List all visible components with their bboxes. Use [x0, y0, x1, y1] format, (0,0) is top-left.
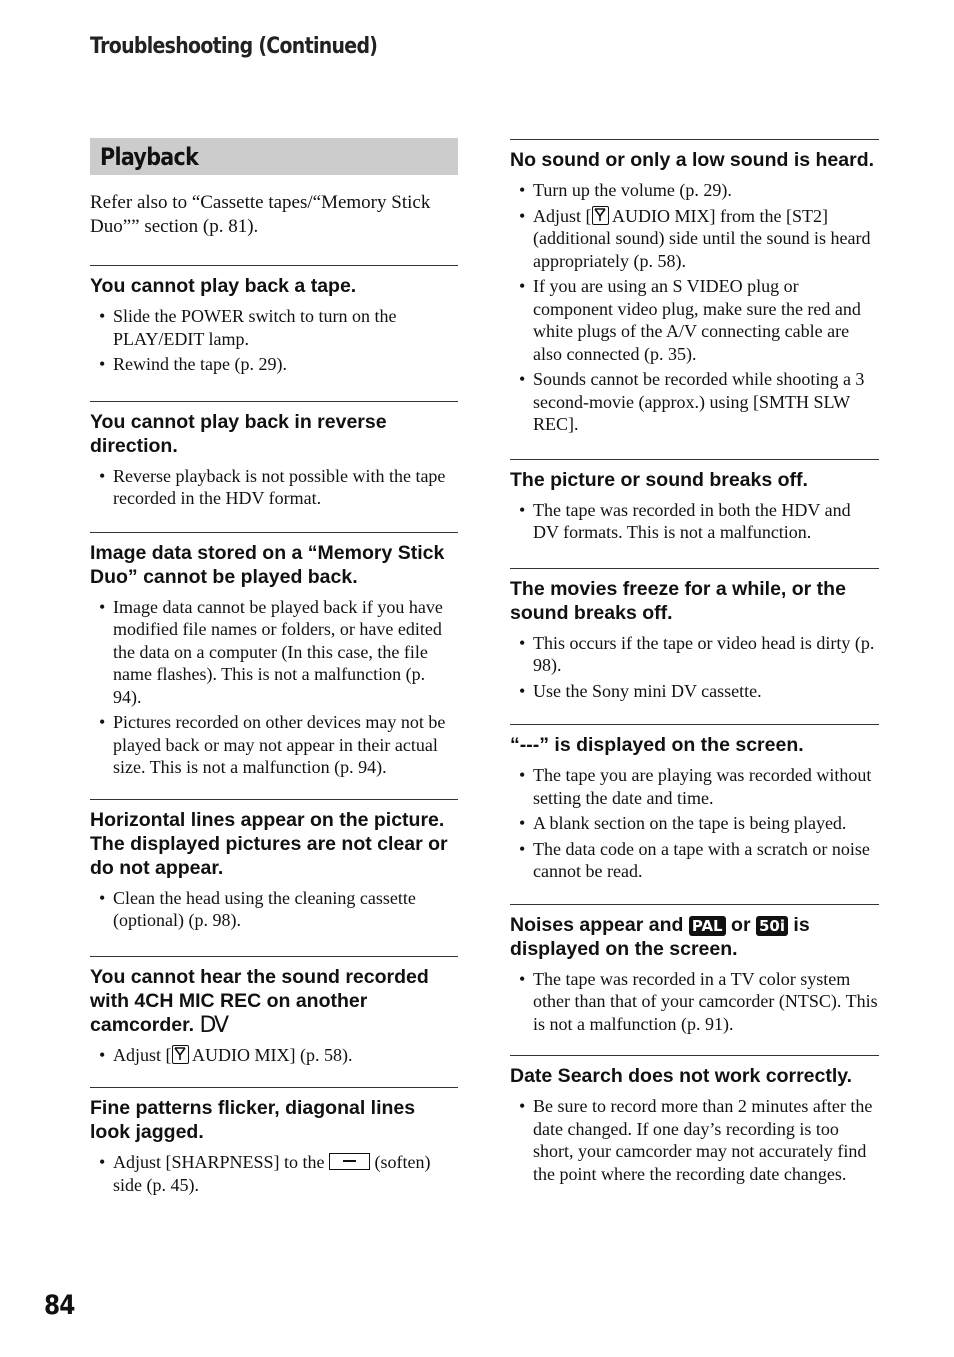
page-number: 84	[44, 1290, 75, 1321]
pal-badge: PAL	[689, 916, 726, 936]
list-item: • Image data cannot be played back if you have modified file names or folders, or have edited the data on a computer (In this case, the file name flashes). This is not a malfunction (p. 94).	[90, 596, 458, 709]
issue-bullets	[510, 968, 879, 1036]
list-item: • Turn up the volume (p. 29).	[510, 179, 879, 202]
issue-block	[510, 1055, 879, 1185]
issue-bullets	[510, 499, 879, 544]
issue-block	[90, 265, 458, 376]
issue-bullets	[510, 764, 879, 883]
list-item: • The tape you are playing was recorded without setting the date and time.	[510, 764, 879, 809]
issue-heading: No sound or only a low sound is heard.	[510, 149, 875, 171]
issue-block	[510, 139, 879, 436]
list-item: • Use the Sony mini DV cassette.	[510, 680, 879, 703]
issue-block	[90, 532, 458, 779]
list-item	[90, 1151, 458, 1196]
issue-heading-text: You cannot hear the sound recorded with 4CH MIC REC on another camcorder.	[90, 965, 429, 1036]
issue-bullets	[510, 1095, 879, 1185]
issue-bullets	[510, 179, 879, 436]
issue-block	[90, 1087, 458, 1196]
issue-bullets	[90, 596, 458, 779]
bullet-text-suffix: AUDIO MIX] from the [ST2] (additional sound) side until the sound is heard appropriately (p. 58).	[533, 205, 871, 271]
soften-icon	[329, 1153, 370, 1170]
audio-mix-icon	[592, 206, 609, 225]
bullet-text-prefix: Adjust [	[533, 205, 592, 226]
50i-badge: 50i	[756, 916, 788, 936]
list-item: • The data code on a tape with a scratch or noise cannot be read.	[510, 838, 879, 883]
heading-text-prefix: Noises appear and	[510, 913, 689, 936]
issue-heading: The picture or sound breaks off.	[510, 468, 808, 491]
audio-mix-icon	[172, 1045, 189, 1064]
issue-block	[90, 956, 458, 1067]
list-item	[510, 205, 879, 273]
issue-bullets	[90, 305, 458, 376]
list-item: • Sounds cannot be recorded while shooting a 3 second-movie (approx.) using [SMTH SLW REC].	[510, 368, 879, 436]
issue-heading: Date Search does not work correctly.	[510, 1065, 853, 1087]
issue-block	[510, 724, 879, 883]
running-head: Troubleshooting (Continued)	[90, 34, 378, 59]
issue-block	[510, 459, 879, 544]
issue-bullets	[90, 1044, 458, 1067]
section-header	[90, 138, 458, 175]
issue-block	[90, 401, 458, 510]
issue-bullets	[90, 887, 458, 932]
heading-text-mid: or	[725, 913, 756, 936]
issue-heading	[510, 913, 879, 961]
right-column	[510, 139, 879, 1188]
list-item: • The tape was recorded in both the HDV and DV formats. This is not a malfunction.	[510, 499, 879, 544]
bullet-text-suffix: AUDIO MIX] (p. 58).	[188, 1044, 353, 1065]
issue-heading: Horizontal lines appear on the picture. The displayed pictures are not clear or do not appear.	[90, 808, 448, 879]
issue-block	[510, 904, 879, 1036]
list-item: • Slide the POWER switch to turn on the PLAY/EDIT lamp.	[90, 305, 458, 350]
list-item: • A blank section on the tape is being played.	[510, 812, 879, 835]
list-item: • Be sure to record more than 2 minutes after the date changed. If one day’s recording is too short, your camcorder may not accurately find the point where the recording date changes.	[510, 1095, 879, 1185]
issue-heading: Image data stored on a “Memory Stick Duo” cannot be played back.	[90, 541, 445, 588]
bullet-text-suffix: (soften) side (p. 45).	[113, 1152, 431, 1195]
bullet-text-prefix: Adjust [	[113, 1044, 172, 1065]
issue-bullets	[90, 465, 458, 510]
issue-bullets	[90, 1151, 458, 1196]
list-item: • Rewind the tape (p. 29).	[90, 353, 458, 376]
issue-heading	[90, 965, 458, 1037]
issue-heading: You cannot play back a tape.	[90, 275, 357, 297]
issue-heading: You cannot play back in reverse direction.	[90, 410, 387, 457]
issue-bullets	[510, 632, 879, 703]
left-column	[90, 138, 458, 1199]
list-item: • The tape was recorded in a TV color system other than that of your camcorder (NTSC). This is not a malfunction (p. 91).	[510, 968, 879, 1036]
list-item: • If you are using an S VIDEO plug or component video plug, make sure the red and white plugs of the A/V connecting cable are also connected (p. 35).	[510, 275, 879, 365]
issue-heading: The movies freeze for a while, or the sound breaks off.	[510, 577, 846, 624]
list-item: • Pictures recorded on other devices may not be played back or may not appear in their actual size. This is not a malfunction (p. 94).	[90, 711, 458, 779]
section-intro: Refer also to “Cassette tapes/“Memory Stick Duo”” section (p. 81).	[90, 192, 431, 237]
dv-mark: DV	[199, 1012, 228, 1038]
section-title: Playback	[100, 142, 199, 171]
issue-block	[510, 568, 879, 703]
list-item	[90, 1044, 458, 1067]
heading-text-suffix: is displayed on the screen.	[510, 913, 810, 960]
issue-heading: Fine patterns flicker, diagonal lines look jagged.	[90, 1097, 416, 1143]
bullet-text-prefix: Adjust [SHARPNESS] to the	[113, 1152, 330, 1172]
issue-heading: “---” is displayed on the screen.	[510, 734, 804, 756]
list-item: • Clean the head using the cleaning cassette (optional) (p. 98).	[90, 887, 458, 932]
issue-block	[90, 799, 458, 932]
list-item: • This occurs if the tape or video head is dirty (p. 98).	[510, 632, 879, 677]
list-item: • Reverse playback is not possible with the tape recorded in the HDV format.	[90, 465, 458, 510]
